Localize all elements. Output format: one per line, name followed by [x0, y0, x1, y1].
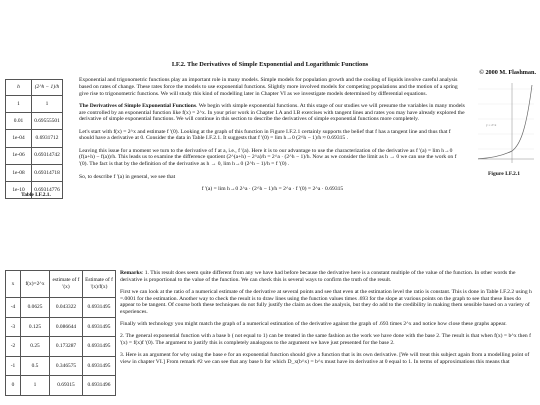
paragraph-derivatives: The Derivatives of Simple Exponential Functions. We begin with simple exponential functions. At this stage of our studies we will presume the variables in many models are controlled by an exponential function like f(x) = 2^x. In your prior work in Chapter I.A and I.B exercises with tangent lines and rates you may have already explored the derivative of simple exponential functions. We will continue in this section to describe the derivatives of simple exponential functions more completely.	[79, 102, 465, 123]
table-row: 1e-08 0.69314718	[6, 164, 63, 181]
table-row: 0.01 0.69555501	[6, 113, 63, 130]
paragraph-derivative-at-a: Leaving this issue for a moment we turn to the derivative of f at a, i.e., f '(a). Here it is to our advantage to use the characterization of the derivative as f '(a) = lim h→0 (f(a+h) − f(a))/h. This leads us to examine the difference quotient (2^(a+h) − 2^a)/h = 2^a · (2^h − 1)/h. Now as we consider the limit as h → 0 we can use the work on f '(0). The fact is that by the definition of the derivative as h → 0, lim h→0 (2^h − 1)/h = f '(0) .	[79, 147, 457, 168]
table-row: 1e-10 0.69314776	[6, 181, 63, 198]
column-header-quotient: (2^h − 1)/h	[32, 80, 63, 96]
exponential-graph	[474, 79, 536, 167]
table-ratio-estimates	[5, 270, 116, 396]
page-title: I.F.2. The Derivatives of Simple Exponential and Logarithmic Functions	[171, 61, 369, 68]
table-row: 1 1	[6, 96, 63, 113]
table-row: 1e-06 0.69314742	[6, 147, 63, 164]
column-header-ratio: Estimate of f '(x)/f(x)	[83, 271, 116, 298]
section-heading: The Derivatives of Simple Exponential Functions	[79, 102, 197, 109]
table-row: -3 0.125 0.086644 0.6931495	[6, 317, 116, 337]
table-difference-quotients	[5, 79, 63, 199]
column-header-x: x	[6, 271, 21, 298]
table-row: -2 0.25 0.173287 0.6931495	[6, 337, 116, 357]
remark-1-technology: Finally with technology you might match the graph of a numerical estimation of the derivative against the graph of .693 times 2^x and notice how close these graphs appear.	[120, 321, 507, 328]
table-caption: Table I.F.2.1.	[21, 192, 51, 198]
column-header-h: h	[6, 80, 32, 96]
table-row: 0 1 0.69315 0.6931496	[6, 376, 116, 396]
column-header-estimate: estimate of f '(x)	[50, 271, 83, 298]
remark-1-continued: First we can look at the ratio of a numerical estimate of the derivative at several points and see that even at the estimation level the ratio is constant. This is done in Table I.F.2.2 using h =.0001 for the estimation. Another way to check the result is to draw lines using the function values times .693 for the slope at various points on the graph to see that these lines do appear to be tangent. Of course both these techniques do not fully justify the claim as does the analysis, but they do add to the credibility in making them sensible based on a variety of experiences.	[120, 288, 532, 316]
remarks-heading: Remarks	[120, 270, 142, 276]
table-row: -1 0.5 0.346575 0.6931495	[6, 356, 116, 376]
remark-3: 3. Here is an argument for why using the base e for an exponential function should give a function that is its own derivative. [We will treat this subject again from a modelling point of view in chapter VI.] From remark #2 we can see that any base b for which D_x(b^x) = b^x must have its derivative at 0 equal to 1. In terms of approximations this means that	[120, 352, 530, 365]
figure-caption: Figure I.F.2.1	[487, 171, 520, 177]
remark-2: 2. The general exponential function with a base b ( not equal to 1) can be treated in the same fashion as the work we have done with the base 2. The result is that when f(x) = b^x then f '(x) = f(x)f '(0). The argument to justify this is completely analogous to the argument we have just presented for the base 2.	[120, 333, 531, 347]
paragraph-general: So, to describe f '(a) in general, we see that	[79, 173, 176, 180]
copyright-notice: © 2000 M. Flashman.	[479, 69, 536, 76]
table-row: 1e-04 0.6931712	[6, 130, 63, 147]
remarks-section	[120, 270, 536, 371]
graph-label: y = 2^x	[486, 123, 497, 127]
equation-derivative: f '(a) = lim h→0 2^a · (2^h − 1)/h = 2^a · f '(0) = 2^a · 0.69315	[201, 186, 344, 193]
column-header-fx: f(x)=2^x	[21, 271, 50, 298]
paragraph-estimate: Let's start with f(x) = 2^x and estimate f '(0). Looking at the graph of this function in Figure I.F.2.1 certainly supports the belief that f has a tangent line and thus that f should have a derivative at 0. Consider the data in Table I.F.2.1. It suggests that f '(0) = lim h→0 (2^h − 1)/h ≈ 0.69315 .	[79, 128, 451, 142]
main-text	[79, 77, 466, 199]
remark-1: Remarks: 1. This result does seem quite different from any we have had before because the derivative here is a constant multiple of the value of the function. In other words the derivative is proportional to the value of the function. We can check this is several ways to confirm the truth of the result.	[120, 270, 516, 283]
paragraph-intro: Exponential and trigonometric functions play an important role in many models. Simple models for population growth and the cooling of liquids involve careful analysis based on rates of change. These rates force the models to use exponential functions. Slightly more involved models for competing populations and the motion of a spring give rise to trigonometric functions. We will study this kind of modelling later in Chapter VI as we investigate models determined by differential equations.	[79, 77, 458, 97]
table-header-row	[6, 271, 116, 298]
table-row: -4 0.0625 0.043322 0.6931495	[6, 298, 116, 318]
table-header-row	[6, 80, 63, 96]
